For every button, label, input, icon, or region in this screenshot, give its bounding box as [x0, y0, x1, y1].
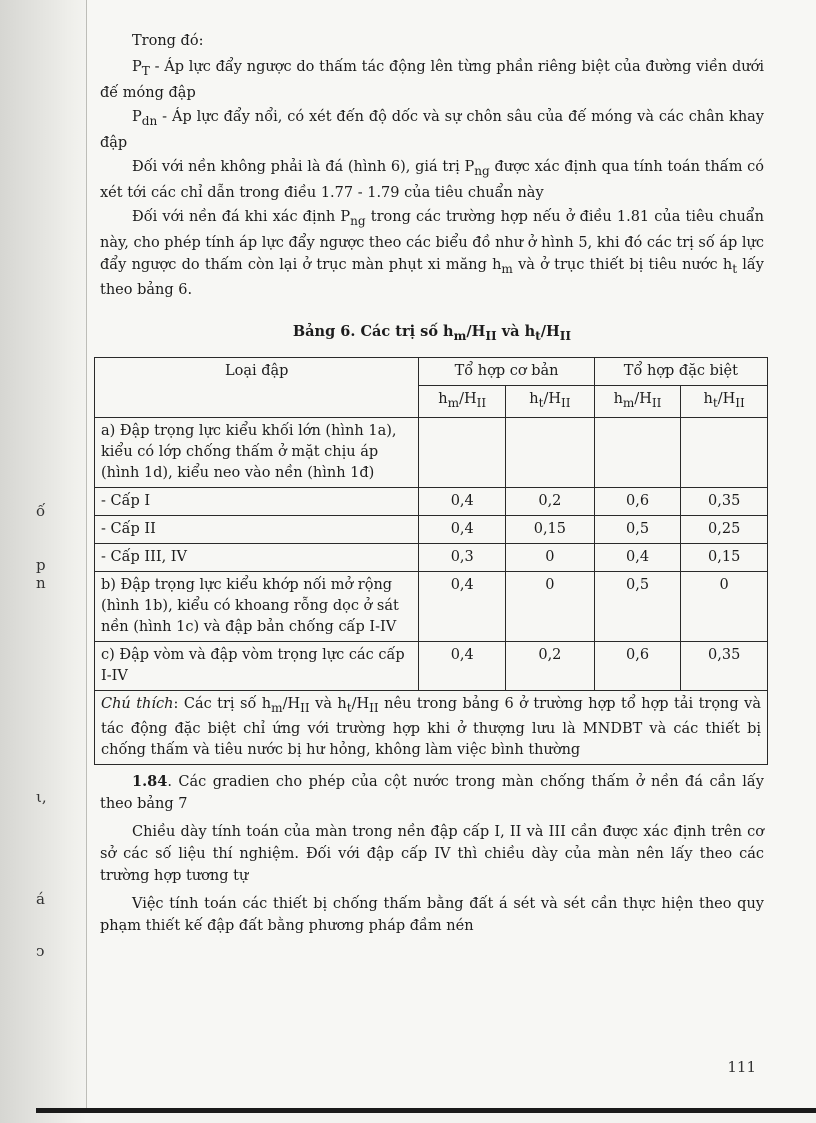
table-row: [95, 488, 768, 516]
section-1-84-para: [100, 771, 764, 815]
cell-ht-basic: 0: [506, 572, 595, 642]
margin-glyph-3: n: [36, 574, 46, 592]
cell-ht-special: 0,25: [681, 516, 768, 544]
cell-hm-special: 0,5: [594, 516, 681, 544]
margin-glyph-6: ↄ: [36, 942, 45, 960]
header-dam-type: Loại đập: [95, 358, 419, 418]
cell-ht-basic: 0,15: [506, 516, 595, 544]
table-note: Chú thích: Các trị số $h_m/H_{II}$ và $h_t/H_{II}$ nêu trong bảng 6 ở trường hợp tổ hợp tải trọng và tác động đặc biệt chỉ ứng với trường hợp khi ở thượng lưu là MNDBT và các thiết bị chống thấm và tiêu nước bị hư hỏng, không làm việc bình thường: [95, 691, 768, 765]
table-note-row: [95, 691, 768, 765]
cell-hm-basic: 0,3: [419, 544, 506, 572]
paragraph-thickness: Chiều dày tính toán của màn trong nền đập cấp I, II và III cần được xác định trên cơ sở các số liệu thí nghiệm. Đối với đập cấp IV thì chiều dày của màn nên lấy theo các trường hợp tương tự: [100, 824, 764, 885]
section-number: 1.84: [132, 773, 168, 791]
cell-ht-special: 0,35: [681, 642, 768, 691]
table-row: [95, 544, 768, 572]
subheader-ht-basic: $h_t/H_{II}$: [506, 386, 595, 418]
table-row: [95, 516, 768, 544]
row-label: - Cấp I: [95, 488, 419, 516]
page-number: 111: [727, 1058, 756, 1076]
header-basic-combination: Tổ hợp cơ bản: [419, 358, 594, 386]
row-label: b) Đập trọng lực kiểu khớp nối mở rộng (hình 1b), kiểu có khoang rỗng dọc ở sát nền (hình 1c) và đập bản chống cấp I-IV: [95, 572, 419, 642]
cell-ht-basic: 0: [506, 544, 595, 572]
cell-hm-basic: [419, 418, 506, 488]
table-caption: Bảng 6. Các trị số $h_m/H_{II}$ và $h_t/H_{II}$: [292, 323, 572, 344]
row-label: a) Đập trọng lực kiểu khối lớn (hình 1a), kiểu có lớp chống thấm ở mặt chịu áp (hình 1d), kiểu neo vào nền (hình 1đ): [95, 418, 419, 488]
table-header-row: [95, 358, 768, 386]
margin-glyph-5: á: [36, 890, 45, 908]
cell-hm-basic: 0,4: [419, 572, 506, 642]
intro-heading: Trong đó:: [132, 33, 204, 49]
margin-glyph-2: p: [36, 556, 46, 574]
table-row: [95, 572, 768, 642]
page-bottom-rule: [36, 1108, 816, 1113]
cell-ht-special: 0: [681, 572, 768, 642]
paragraph-clay-devices: Việc tính toán các thiết bị chống thấm bằng đất á sét và sét cần thực hiện theo quy phạm thiết kế đập đất bằng phương pháp đầm nén: [100, 896, 764, 935]
pdn-definition: $P_{dn}$ - Áp lực đẩy nổi, có xét đến độ dốc và sự chôn sâu của đế móng và các chân khay đập: [100, 108, 764, 151]
table-6: [94, 357, 768, 765]
section-1-84-text: . Các gradien cho phép của cột nước trong màn chống thấm ở nền đá cần lấy theo bảng 7: [100, 774, 764, 813]
table-row: [95, 642, 768, 691]
subheader-hm-special: $h_m/H_{II}$: [594, 386, 681, 418]
cell-ht-basic: 0,2: [506, 488, 595, 516]
subheader-ht-special: $h_t/H_{II}$: [681, 386, 768, 418]
cell-ht-special: 0,35: [681, 488, 768, 516]
paragraph-non-rock: Đối với nền không phải là đá (hình 6), giá trị $P_{ng}$ được xác định qua tính toán thấm có xét tới các chỉ dẫn trong điều 1.77 - 1.79 của tiêu chuẩn này: [100, 158, 764, 201]
cell-hm-special: 0,5: [594, 572, 681, 642]
cell-hm-basic: 0,4: [419, 516, 506, 544]
header-special-combination: Tổ hợp đặc biệt: [594, 358, 767, 386]
cell-hm-special: 0,6: [594, 488, 681, 516]
cell-hm-special: 0,6: [594, 642, 681, 691]
paragraph-rock: Đối với nền đá khi xác định $P_{ng}$ trong các trường hợp nếu ở điều 1.81 của tiêu chuẩn này, cho phép tính áp lực đẩy ngược theo các biểu đồ như ở hình 5, khi đó các trị số áp lực đẩy ngược do thấm còn lại ở trục màn phụt xi măng $h_m$ và ở trục thiết bị tiêu nước $h_t$ lấy theo bảng 6.: [100, 208, 765, 299]
table-row: [95, 418, 768, 488]
cell-hm-special: 0,4: [594, 544, 681, 572]
cell-hm-special: [594, 418, 681, 488]
subheader-hm-basic: $h_m/H_{II}$: [419, 386, 506, 418]
row-label: - Cấp III, IV: [95, 544, 419, 572]
pt-definition: $P_T$ - Áp lực đẩy ngược do thấm tác động lên từng phần riêng biệt của đường viền dưới đế móng đập: [100, 59, 764, 101]
margin-glyph-1: ố: [36, 502, 46, 520]
cell-ht-basic: [506, 418, 595, 488]
cell-ht-basic: 0,2: [506, 642, 595, 691]
page-content: [100, 30, 764, 937]
row-label: - Cấp II: [95, 516, 419, 544]
cell-hm-basic: 0,4: [419, 488, 506, 516]
row-label: c) Đập vòm và đập vòm trọng lực các cấp I-IV: [95, 642, 419, 691]
cell-hm-basic: 0,4: [419, 642, 506, 691]
cell-ht-special: [681, 418, 768, 488]
margin-glyph-4: ι,: [36, 788, 47, 806]
cell-ht-special: 0,15: [681, 544, 768, 572]
